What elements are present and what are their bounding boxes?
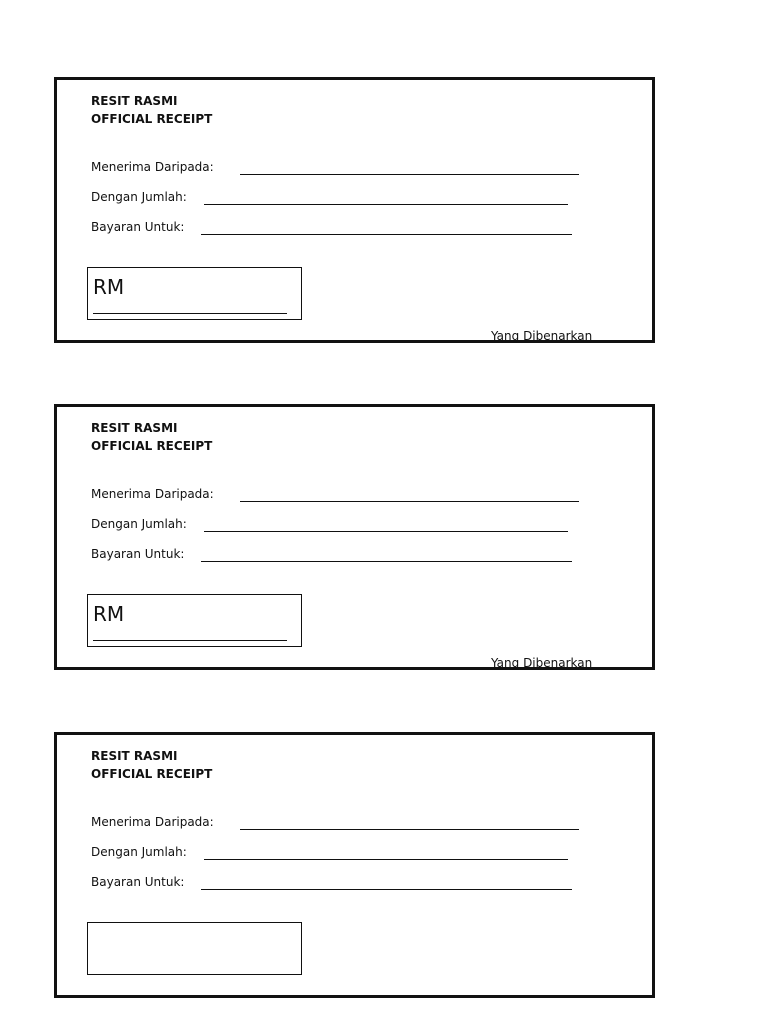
receipt-title-ms: RESIT RASMI: [91, 749, 178, 763]
amount-field[interactable]: [91, 188, 601, 206]
payment-for-label: Bayaran Untuk:: [91, 547, 185, 561]
received-from-label: Menerima Daripada:: [91, 815, 214, 829]
received-from-field[interactable]: [91, 158, 601, 176]
received-from-line[interactable]: [240, 174, 579, 175]
payment-for-field[interactable]: [91, 545, 601, 563]
received-from-line[interactable]: [240, 829, 579, 830]
receipt-2: [54, 404, 655, 670]
amount-label: Dengan Jumlah:: [91, 845, 187, 859]
payment-for-label: Bayaran Untuk:: [91, 875, 185, 889]
received-from-field[interactable]: [91, 485, 601, 503]
received-from-label: Menerima Daripada:: [91, 160, 214, 174]
received-from-label: Menerima Daripada:: [91, 487, 214, 501]
amount-box[interactable]: [87, 594, 302, 647]
payment-for-line[interactable]: [201, 561, 572, 562]
currency-label: RM: [93, 602, 125, 626]
currency-label: RM: [93, 275, 125, 299]
payment-for-line[interactable]: [201, 234, 572, 235]
amount-box[interactable]: [87, 267, 302, 320]
amount-line[interactable]: [204, 859, 568, 860]
amount-field[interactable]: [91, 843, 601, 861]
amount-box[interactable]: [87, 922, 302, 975]
authorized-signature-label: Yang Dibenarkan: [491, 329, 593, 343]
receipt-title-ms: RESIT RASMI: [91, 421, 178, 435]
received-from-field[interactable]: [91, 813, 601, 831]
receipt-title-ms: RESIT RASMI: [91, 94, 178, 108]
receipt-title-en: OFFICIAL RECEIPT: [91, 439, 213, 453]
authorized-signature-label: Yang Dibenarkan: [491, 656, 593, 670]
payment-for-line[interactable]: [201, 889, 572, 890]
amount-box-line: [93, 640, 287, 641]
receipt-3: [54, 732, 655, 998]
amount-box-line: [93, 313, 287, 314]
payment-for-field[interactable]: [91, 873, 601, 891]
payment-for-label: Bayaran Untuk:: [91, 220, 185, 234]
received-from-line[interactable]: [240, 501, 579, 502]
amount-line[interactable]: [204, 204, 568, 205]
amount-line[interactable]: [204, 531, 568, 532]
receipt-1: [54, 77, 655, 343]
receipt-title-en: OFFICIAL RECEIPT: [91, 112, 213, 126]
receipt-title-en: OFFICIAL RECEIPT: [91, 767, 213, 781]
payment-for-field[interactable]: [91, 218, 601, 236]
amount-field[interactable]: [91, 515, 601, 533]
amount-label: Dengan Jumlah:: [91, 190, 187, 204]
amount-label: Dengan Jumlah:: [91, 517, 187, 531]
